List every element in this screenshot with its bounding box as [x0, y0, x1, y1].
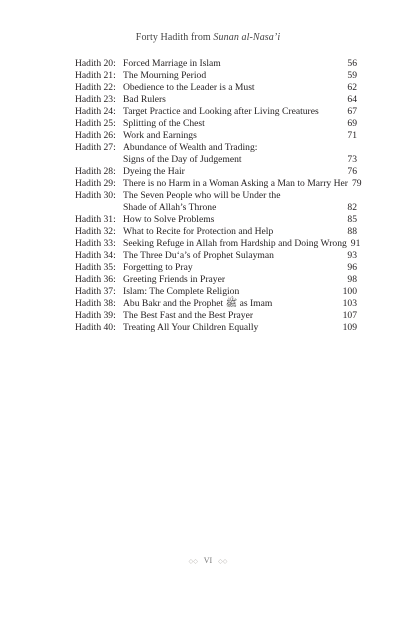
toc-entry-title: Abu Bakr and the Prophet ﷺ as Imam [123, 298, 273, 309]
toc-entry-page: 64 [347, 94, 357, 105]
toc-entry-page: 107 [342, 310, 357, 321]
toc-entry-label: Hadith 40: [75, 322, 116, 333]
toc-entry-title: Bad Rulers [123, 94, 166, 105]
toc-entry [75, 238, 361, 250]
toc-entry-label: Hadith 33: [75, 238, 116, 249]
toc-entry-title: Abundance of Wealth and Trading: [123, 142, 258, 153]
toc-entry-title: Signs of the Day of Judgement [123, 154, 242, 165]
toc-entry [75, 118, 357, 130]
toc-entry-page: 69 [347, 118, 357, 129]
ornament-right-icon: ◇◇ [218, 558, 228, 565]
toc-entry-label: Hadith 24: [75, 106, 116, 117]
toc-entry-title: Islam: The Complete Religion [123, 286, 240, 297]
toc-entry-page: 56 [347, 58, 357, 69]
toc-entry-label: Hadith 30: [75, 190, 116, 201]
toc-entry-page: 85 [347, 214, 357, 225]
toc-entry [75, 70, 357, 82]
toc-entry-label: Hadith 38: [75, 298, 116, 309]
toc-entry-page: 96 [347, 262, 357, 273]
toc-entry [75, 322, 357, 334]
toc-entry-title: What to Recite for Protection and Help [123, 226, 274, 237]
toc-entry [75, 178, 362, 190]
toc-entry-label: Hadith 39: [75, 310, 116, 321]
toc-entry [75, 142, 357, 166]
toc-entry-page: 67 [347, 106, 357, 117]
toc-entry-title: There is no Harm in a Woman Asking a Man to Marry Her [123, 178, 348, 189]
toc-entry-label: Hadith 29: [75, 178, 116, 189]
toc-entry-title: Obedience to the Leader is a Must [123, 82, 255, 93]
toc-entry-title: Seeking Refuge in Allah from Hardship and Doing Wrong [123, 238, 347, 249]
toc-entry-title: Target Practice and Looking after Living Creatures [123, 106, 319, 117]
toc-entry [75, 226, 357, 238]
table-of-contents [75, 58, 362, 334]
toc-entry-label: Hadith 37: [75, 286, 116, 297]
toc-entry-title: The Three Du‘a’s of Prophet Sulayman [123, 250, 274, 261]
toc-entry [75, 94, 357, 106]
toc-entry-page: 103 [342, 298, 357, 309]
toc-entry [75, 286, 357, 298]
toc-entry-page: 100 [342, 286, 357, 297]
toc-entry-title: The Seven People who will be Under the [123, 190, 281, 201]
toc-entry-label: Hadith 20: [75, 58, 116, 69]
toc-entry-page: 79 [351, 178, 362, 189]
toc-entry-label: Hadith 31: [75, 214, 116, 225]
toc-entry-title: The Best Fast and the Best Prayer [123, 310, 254, 321]
toc-entry-title: Shade of Allah’s Throne [123, 202, 217, 213]
ornament-left-icon: ◇◇ [188, 558, 198, 565]
toc-entry-label: Hadith 32: [75, 226, 116, 237]
toc-entry [75, 262, 357, 274]
toc-entry-label: Hadith 27: [75, 142, 116, 153]
toc-entry-page: 88 [347, 226, 357, 237]
toc-entry [75, 298, 357, 310]
toc-entry-label: Hadith 22: [75, 82, 116, 93]
toc-entry-label: Hadith 25: [75, 118, 116, 129]
toc-entry-title: Forgetting to Pray [123, 262, 193, 273]
toc-entry-label: Hadith 28: [75, 166, 116, 177]
toc-entry-page: 62 [347, 82, 357, 93]
toc-entry-page: 59 [347, 70, 357, 81]
toc-entry-label: Hadith 23: [75, 94, 116, 105]
toc-entry-title: Forced Marriage in Islam [123, 58, 221, 69]
toc-entry-label: Hadith 35: [75, 262, 116, 273]
toc-entry-label: Hadith 34: [75, 250, 116, 261]
toc-entry-title: Treating All Your Children Equally [123, 322, 259, 333]
running-head-book-title: Sunan al-Nasa’i [213, 32, 281, 43]
toc-entry-page: 71 [347, 130, 357, 141]
toc-entry-page: 91 [350, 238, 361, 249]
toc-entry [75, 274, 357, 286]
toc-entry [75, 190, 357, 214]
toc-entry-page: 98 [347, 274, 357, 285]
toc-entry-title: Greeting Friends in Prayer [123, 274, 226, 285]
page-folio [0, 556, 416, 565]
toc-entry-label: Hadith 36: [75, 274, 116, 285]
toc-entry-page: 82 [347, 202, 357, 213]
toc-entry-title: The Mourning Period [123, 70, 207, 81]
page-number: VI [203, 556, 213, 565]
toc-entry-page: 93 [347, 250, 357, 261]
toc-entry [75, 310, 357, 322]
toc-entry [75, 106, 357, 118]
toc-entry-title: Splitting of the Chest [123, 118, 205, 129]
toc-entry-page: 73 [347, 154, 357, 165]
toc-entry [75, 58, 357, 70]
toc-entry [75, 82, 357, 94]
toc-entry [75, 166, 357, 178]
toc-entry [75, 250, 357, 262]
toc-entry-page: 109 [342, 322, 357, 333]
toc-entry-label: Hadith 21: [75, 70, 116, 81]
toc-entry-page: 76 [347, 166, 357, 177]
toc-entry [75, 214, 357, 226]
running-head-prefix: Forty Hadith from [135, 32, 214, 43]
toc-entry-title: Work and Earnings [123, 130, 197, 141]
toc-entry-title: How to Solve Problems [123, 214, 215, 225]
toc-entry-label: Hadith 26: [75, 130, 116, 141]
running-head [0, 32, 416, 43]
toc-entry-title: Dyeing the Hair [123, 166, 185, 177]
toc-entry [75, 130, 357, 142]
